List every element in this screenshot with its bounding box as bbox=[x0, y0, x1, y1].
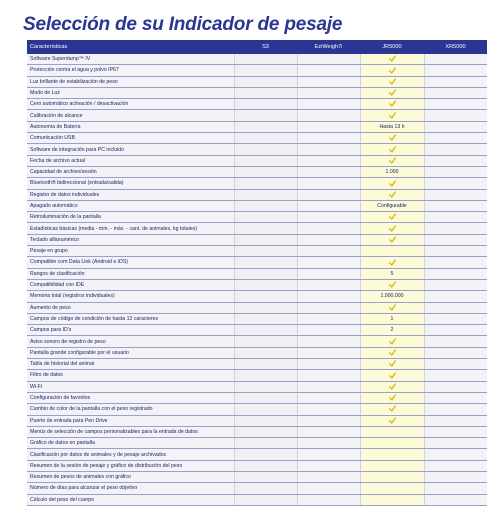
cell-eziweigh7i bbox=[297, 279, 360, 290]
table-row bbox=[27, 99, 487, 110]
cell-s3 bbox=[234, 325, 297, 336]
feature-name: Compatible com Data Link (Android e iOS) bbox=[27, 257, 234, 268]
cell-eziweigh7i bbox=[297, 166, 360, 177]
cell-jr5000 bbox=[360, 223, 424, 234]
checkmark-icon bbox=[389, 394, 396, 401]
feature-name: Tabla de historial del animal bbox=[27, 359, 234, 370]
feature-name: Rangos de clasificación bbox=[27, 268, 234, 279]
cell-s3 bbox=[234, 359, 297, 370]
feature-name: Compatibilidad con IDE bbox=[27, 279, 234, 290]
checkmark-icon bbox=[389, 191, 396, 198]
cell-s3 bbox=[234, 471, 297, 482]
column-header-eziweigh7i: EziWeigh7i bbox=[314, 44, 343, 50]
cell-xr5000 bbox=[424, 460, 487, 471]
cell-eziweigh7i bbox=[297, 325, 360, 336]
checkmark-icon bbox=[389, 78, 396, 85]
checkmark-icon bbox=[389, 372, 396, 379]
cell-xr5000 bbox=[424, 155, 487, 166]
cell-jr5000: 1 bbox=[360, 313, 424, 324]
cell-xr5000 bbox=[424, 438, 487, 449]
cell-xr5000 bbox=[424, 279, 487, 290]
checkmark-icon bbox=[389, 180, 396, 187]
table-row bbox=[27, 110, 487, 121]
cell-eziweigh7i bbox=[297, 178, 360, 189]
cell-jr5000 bbox=[360, 144, 424, 155]
table-row bbox=[27, 313, 487, 324]
feature-name: Memoria total (registros individuales) bbox=[27, 291, 234, 302]
cell-eziweigh7i bbox=[297, 257, 360, 268]
table-row bbox=[27, 449, 487, 460]
cell-s3 bbox=[234, 483, 297, 494]
checkmark-icon bbox=[389, 112, 396, 119]
cell-jr5000 bbox=[360, 76, 424, 87]
cell-eziweigh7i bbox=[297, 460, 360, 471]
feature-name: Estadísticas básicas (media - mín. - máx. - cant. de animales, kg totales) bbox=[27, 223, 234, 234]
cell-eziweigh7i bbox=[297, 336, 360, 347]
cell-s3 bbox=[234, 200, 297, 211]
cell-xr5000 bbox=[424, 133, 487, 144]
cell-jr5000: 1.000.000 bbox=[360, 291, 424, 302]
cell-xr5000 bbox=[424, 426, 487, 437]
cell-s3 bbox=[234, 392, 297, 403]
checkmark-icon bbox=[389, 213, 396, 220]
cell-eziweigh7i bbox=[297, 483, 360, 494]
cell-jr5000: 2 bbox=[360, 325, 424, 336]
cell-xr5000 bbox=[424, 166, 487, 177]
feature-name: Campos para ID's bbox=[27, 325, 234, 336]
cell-xr5000 bbox=[424, 212, 487, 223]
cell-jr5000 bbox=[360, 133, 424, 144]
cell-eziweigh7i bbox=[297, 212, 360, 223]
cell-xr5000 bbox=[424, 54, 487, 65]
cell-eziweigh7i bbox=[297, 313, 360, 324]
feature-name: Menús de selección de campos personalizables para la entrada de datos bbox=[27, 426, 234, 437]
cell-jr5000 bbox=[360, 347, 424, 358]
table-row bbox=[27, 246, 487, 257]
cell-jr5000: Configurable bbox=[360, 200, 424, 211]
cell-s3 bbox=[234, 178, 297, 189]
table-row bbox=[27, 223, 487, 234]
checkmark-icon bbox=[389, 417, 396, 424]
cell-s3 bbox=[234, 279, 297, 290]
cell-eziweigh7i bbox=[297, 110, 360, 121]
feature-name: Software de integración para PC incluido bbox=[27, 144, 234, 155]
column-header-features: Características bbox=[30, 44, 68, 50]
cell-eziweigh7i bbox=[297, 99, 360, 110]
cell-jr5000 bbox=[360, 65, 424, 76]
cell-jr5000: 5 bbox=[360, 268, 424, 279]
cell-eziweigh7i bbox=[297, 133, 360, 144]
cell-jr5000 bbox=[360, 460, 424, 471]
cell-jr5000 bbox=[360, 426, 424, 437]
checkmark-icon bbox=[389, 225, 396, 232]
cell-xr5000 bbox=[424, 144, 487, 155]
cell-s3 bbox=[234, 223, 297, 234]
cell-s3 bbox=[234, 99, 297, 110]
cell-xr5000 bbox=[424, 347, 487, 358]
cell-xr5000 bbox=[424, 99, 487, 110]
cell-xr5000 bbox=[424, 392, 487, 403]
feature-name: Autonomía de Batería bbox=[27, 121, 234, 132]
cell-jr5000 bbox=[360, 415, 424, 426]
cell-eziweigh7i bbox=[297, 200, 360, 211]
cell-s3 bbox=[234, 54, 297, 65]
table-row bbox=[27, 54, 487, 65]
cell-s3 bbox=[234, 166, 297, 177]
cell-jr5000 bbox=[360, 471, 424, 482]
checkmark-icon bbox=[389, 55, 396, 62]
cell-eziweigh7i bbox=[297, 438, 360, 449]
cell-jr5000 bbox=[360, 392, 424, 403]
cell-eziweigh7i bbox=[297, 223, 360, 234]
cell-eziweigh7i bbox=[297, 392, 360, 403]
cell-xr5000 bbox=[424, 110, 487, 121]
feature-name: Protección contra el agua y polvo IP67 bbox=[27, 65, 234, 76]
cell-eziweigh7i bbox=[297, 65, 360, 76]
cell-jr5000 bbox=[360, 155, 424, 166]
checkmark-icon bbox=[389, 304, 396, 311]
page-title: Selección de su Indicador de pesaje bbox=[23, 14, 343, 35]
table-row bbox=[27, 166, 487, 177]
feature-name: Registro de datos individuales bbox=[27, 189, 234, 200]
table-row bbox=[27, 460, 487, 471]
cell-jr5000 bbox=[360, 212, 424, 223]
cell-s3 bbox=[234, 110, 297, 121]
checkmark-icon bbox=[389, 259, 396, 266]
table-header-row bbox=[27, 40, 487, 54]
table-row bbox=[27, 178, 487, 189]
cell-xr5000 bbox=[424, 370, 487, 381]
cell-xr5000 bbox=[424, 449, 487, 460]
table-row bbox=[27, 347, 487, 358]
cell-s3 bbox=[234, 460, 297, 471]
feature-name: Aviso sonoro de registro de peso bbox=[27, 336, 234, 347]
cell-s3 bbox=[234, 133, 297, 144]
table-row bbox=[27, 144, 487, 155]
table-row bbox=[27, 65, 487, 76]
feature-name: Aumento de peso bbox=[27, 302, 234, 313]
cell-jr5000 bbox=[360, 336, 424, 347]
cell-eziweigh7i bbox=[297, 54, 360, 65]
cell-eziweigh7i bbox=[297, 121, 360, 132]
cell-eziweigh7i bbox=[297, 359, 360, 370]
table-row bbox=[27, 483, 487, 494]
cell-s3 bbox=[234, 370, 297, 381]
cell-xr5000 bbox=[424, 121, 487, 132]
cell-s3 bbox=[234, 65, 297, 76]
cell-xr5000 bbox=[424, 200, 487, 211]
feature-name: Apagado automático bbox=[27, 200, 234, 211]
cell-xr5000 bbox=[424, 223, 487, 234]
comparison-table bbox=[27, 40, 487, 506]
feature-name: Calibración de alcance bbox=[27, 110, 234, 121]
checkmark-icon bbox=[389, 89, 396, 96]
cell-jr5000: 1.000 bbox=[360, 166, 424, 177]
feature-name: Retroiluminación de la pantalla bbox=[27, 212, 234, 223]
checkmark-icon bbox=[389, 281, 396, 288]
cell-s3 bbox=[234, 313, 297, 324]
cell-jr5000: Hasta 13 h bbox=[360, 121, 424, 132]
cell-jr5000 bbox=[360, 359, 424, 370]
cell-xr5000 bbox=[424, 178, 487, 189]
checkmark-icon bbox=[389, 349, 396, 356]
cell-eziweigh7i bbox=[297, 87, 360, 98]
table-row bbox=[27, 336, 487, 347]
cell-eziweigh7i bbox=[297, 404, 360, 415]
cell-xr5000 bbox=[424, 65, 487, 76]
cell-jr5000 bbox=[360, 87, 424, 98]
feature-name: Software Superdamp™ IV bbox=[27, 54, 234, 65]
feature-name: Pesaje en grupo bbox=[27, 246, 234, 257]
cell-s3 bbox=[234, 246, 297, 257]
feature-name: Capacidad de archivo/sesión bbox=[27, 166, 234, 177]
table-row bbox=[27, 438, 487, 449]
feature-name: Wi-Fi bbox=[27, 381, 234, 392]
feature-name: Luz brillante de estabilización de peso bbox=[27, 76, 234, 87]
cell-xr5000 bbox=[424, 87, 487, 98]
cell-eziweigh7i bbox=[297, 246, 360, 257]
cell-s3 bbox=[234, 438, 297, 449]
cell-xr5000 bbox=[424, 246, 487, 257]
feature-name: Comunicación USB bbox=[27, 133, 234, 144]
feature-name: Fecha de archivo actual bbox=[27, 155, 234, 166]
cell-s3 bbox=[234, 291, 297, 302]
cell-xr5000 bbox=[424, 268, 487, 279]
checkmark-icon bbox=[389, 383, 396, 390]
cell-xr5000 bbox=[424, 359, 487, 370]
cell-jr5000 bbox=[360, 381, 424, 392]
cell-s3 bbox=[234, 121, 297, 132]
cell-eziweigh7i bbox=[297, 415, 360, 426]
table-row bbox=[27, 234, 487, 245]
cell-s3 bbox=[234, 415, 297, 426]
cell-jr5000 bbox=[360, 110, 424, 121]
cell-s3 bbox=[234, 449, 297, 460]
table-row bbox=[27, 279, 487, 290]
table-row bbox=[27, 359, 487, 370]
cell-xr5000 bbox=[424, 257, 487, 268]
cell-eziweigh7i bbox=[297, 189, 360, 200]
table-row bbox=[27, 121, 487, 132]
cell-eziweigh7i bbox=[297, 155, 360, 166]
feature-name: Teclado alfanumérico bbox=[27, 234, 234, 245]
feature-name: Clasificación por datos de animales y de pesaje archivados bbox=[27, 449, 234, 460]
cell-s3 bbox=[234, 189, 297, 200]
cell-eziweigh7i bbox=[297, 291, 360, 302]
feature-name: Cambio de color de la pantalla con el peso registrado bbox=[27, 404, 234, 415]
cell-xr5000 bbox=[424, 471, 487, 482]
cell-s3 bbox=[234, 76, 297, 87]
table-row bbox=[27, 212, 487, 223]
checkmark-icon bbox=[389, 236, 396, 243]
checkmark-icon bbox=[389, 157, 396, 164]
cell-jr5000 bbox=[360, 54, 424, 65]
cell-s3 bbox=[234, 404, 297, 415]
cell-eziweigh7i bbox=[297, 370, 360, 381]
cell-xr5000 bbox=[424, 234, 487, 245]
feature-name: Pantalla grande configurable por el usuario bbox=[27, 347, 234, 358]
cell-s3 bbox=[234, 347, 297, 358]
cell-s3 bbox=[234, 381, 297, 392]
cell-eziweigh7i bbox=[297, 426, 360, 437]
cell-s3 bbox=[234, 336, 297, 347]
cell-jr5000 bbox=[360, 234, 424, 245]
cell-xr5000 bbox=[424, 381, 487, 392]
table-row bbox=[27, 302, 487, 313]
table-row bbox=[27, 155, 487, 166]
cell-jr5000 bbox=[360, 279, 424, 290]
feature-name: Bluetooth® bidireccional (entrada/salida) bbox=[27, 178, 234, 189]
checkmark-icon bbox=[389, 360, 396, 367]
table-row bbox=[27, 370, 487, 381]
feature-name: Resumen de pesos de animales con gráfico bbox=[27, 471, 234, 482]
table-row bbox=[27, 291, 487, 302]
cell-eziweigh7i bbox=[297, 471, 360, 482]
column-header-jr5000: JR5000 bbox=[382, 44, 402, 50]
table-row bbox=[27, 392, 487, 403]
checkmark-icon bbox=[389, 405, 396, 412]
cell-s3 bbox=[234, 426, 297, 437]
table-row bbox=[27, 404, 487, 415]
checkmark-icon bbox=[389, 134, 396, 141]
feature-name: Cero automático activación / desactivación bbox=[27, 99, 234, 110]
column-header-xr5000: XR5000 bbox=[445, 44, 466, 50]
cell-s3 bbox=[234, 212, 297, 223]
table-row bbox=[27, 426, 487, 437]
table-row bbox=[27, 381, 487, 392]
checkmark-icon bbox=[389, 67, 396, 74]
cell-xr5000 bbox=[424, 302, 487, 313]
cell-s3 bbox=[234, 268, 297, 279]
cell-jr5000 bbox=[360, 246, 424, 257]
table-row bbox=[27, 471, 487, 482]
cell-s3 bbox=[234, 234, 297, 245]
table-row bbox=[27, 76, 487, 87]
feature-name: Modo de Luz bbox=[27, 87, 234, 98]
table-row bbox=[27, 133, 487, 144]
cell-s3 bbox=[234, 87, 297, 98]
table-row bbox=[27, 87, 487, 98]
cell-jr5000 bbox=[360, 404, 424, 415]
table-row bbox=[27, 325, 487, 336]
cell-jr5000 bbox=[360, 178, 424, 189]
feature-name: Resumen de la sesión de pesaje y gráfico de distribución del peso bbox=[27, 460, 234, 471]
cell-jr5000 bbox=[360, 449, 424, 460]
feature-name: Configuración de favoritos bbox=[27, 392, 234, 403]
feature-name: Puerto de entrada para Pen Drive bbox=[27, 415, 234, 426]
cell-xr5000 bbox=[424, 291, 487, 302]
cell-s3 bbox=[234, 257, 297, 268]
cell-xr5000 bbox=[424, 76, 487, 87]
cell-jr5000 bbox=[360, 370, 424, 381]
column-header-s3: S3 bbox=[262, 44, 269, 50]
cell-eziweigh7i bbox=[297, 347, 360, 358]
cell-jr5000 bbox=[360, 438, 424, 449]
cell-s3 bbox=[234, 155, 297, 166]
cell-eziweigh7i bbox=[297, 449, 360, 460]
cell-xr5000 bbox=[424, 404, 487, 415]
cell-xr5000 bbox=[424, 325, 487, 336]
table-row bbox=[27, 189, 487, 200]
table-row bbox=[27, 415, 487, 426]
feature-name: Filtro de datos bbox=[27, 370, 234, 381]
cell-xr5000 bbox=[424, 313, 487, 324]
cell-eziweigh7i bbox=[297, 144, 360, 155]
cell-eziweigh7i bbox=[297, 268, 360, 279]
feature-name: Cálculo del peso del cuerpo bbox=[27, 494, 234, 505]
cell-eziweigh7i bbox=[297, 381, 360, 392]
cell-jr5000 bbox=[360, 483, 424, 494]
feature-name: Gráfico de datos en pantalla bbox=[27, 438, 234, 449]
table-row bbox=[27, 257, 487, 268]
cell-xr5000 bbox=[424, 336, 487, 347]
checkmark-icon bbox=[389, 100, 396, 107]
cell-xr5000 bbox=[424, 483, 487, 494]
cell-xr5000 bbox=[424, 189, 487, 200]
checkmark-icon bbox=[389, 338, 396, 345]
checkmark-icon bbox=[389, 146, 396, 153]
cell-jr5000 bbox=[360, 99, 424, 110]
cell-eziweigh7i bbox=[297, 76, 360, 87]
cell-jr5000 bbox=[360, 189, 424, 200]
cell-jr5000 bbox=[360, 257, 424, 268]
feature-name: Número de días para alcanzar el peso objetivo bbox=[27, 483, 234, 494]
cell-jr5000 bbox=[360, 302, 424, 313]
cell-s3 bbox=[234, 144, 297, 155]
cell-xr5000 bbox=[424, 415, 487, 426]
table-row bbox=[27, 200, 487, 211]
table-row bbox=[27, 268, 487, 279]
feature-name: Campos de código de condición de hasta 12 caracteres bbox=[27, 313, 234, 324]
cell-s3 bbox=[234, 302, 297, 313]
cell-eziweigh7i bbox=[297, 302, 360, 313]
cell-eziweigh7i bbox=[297, 234, 360, 245]
